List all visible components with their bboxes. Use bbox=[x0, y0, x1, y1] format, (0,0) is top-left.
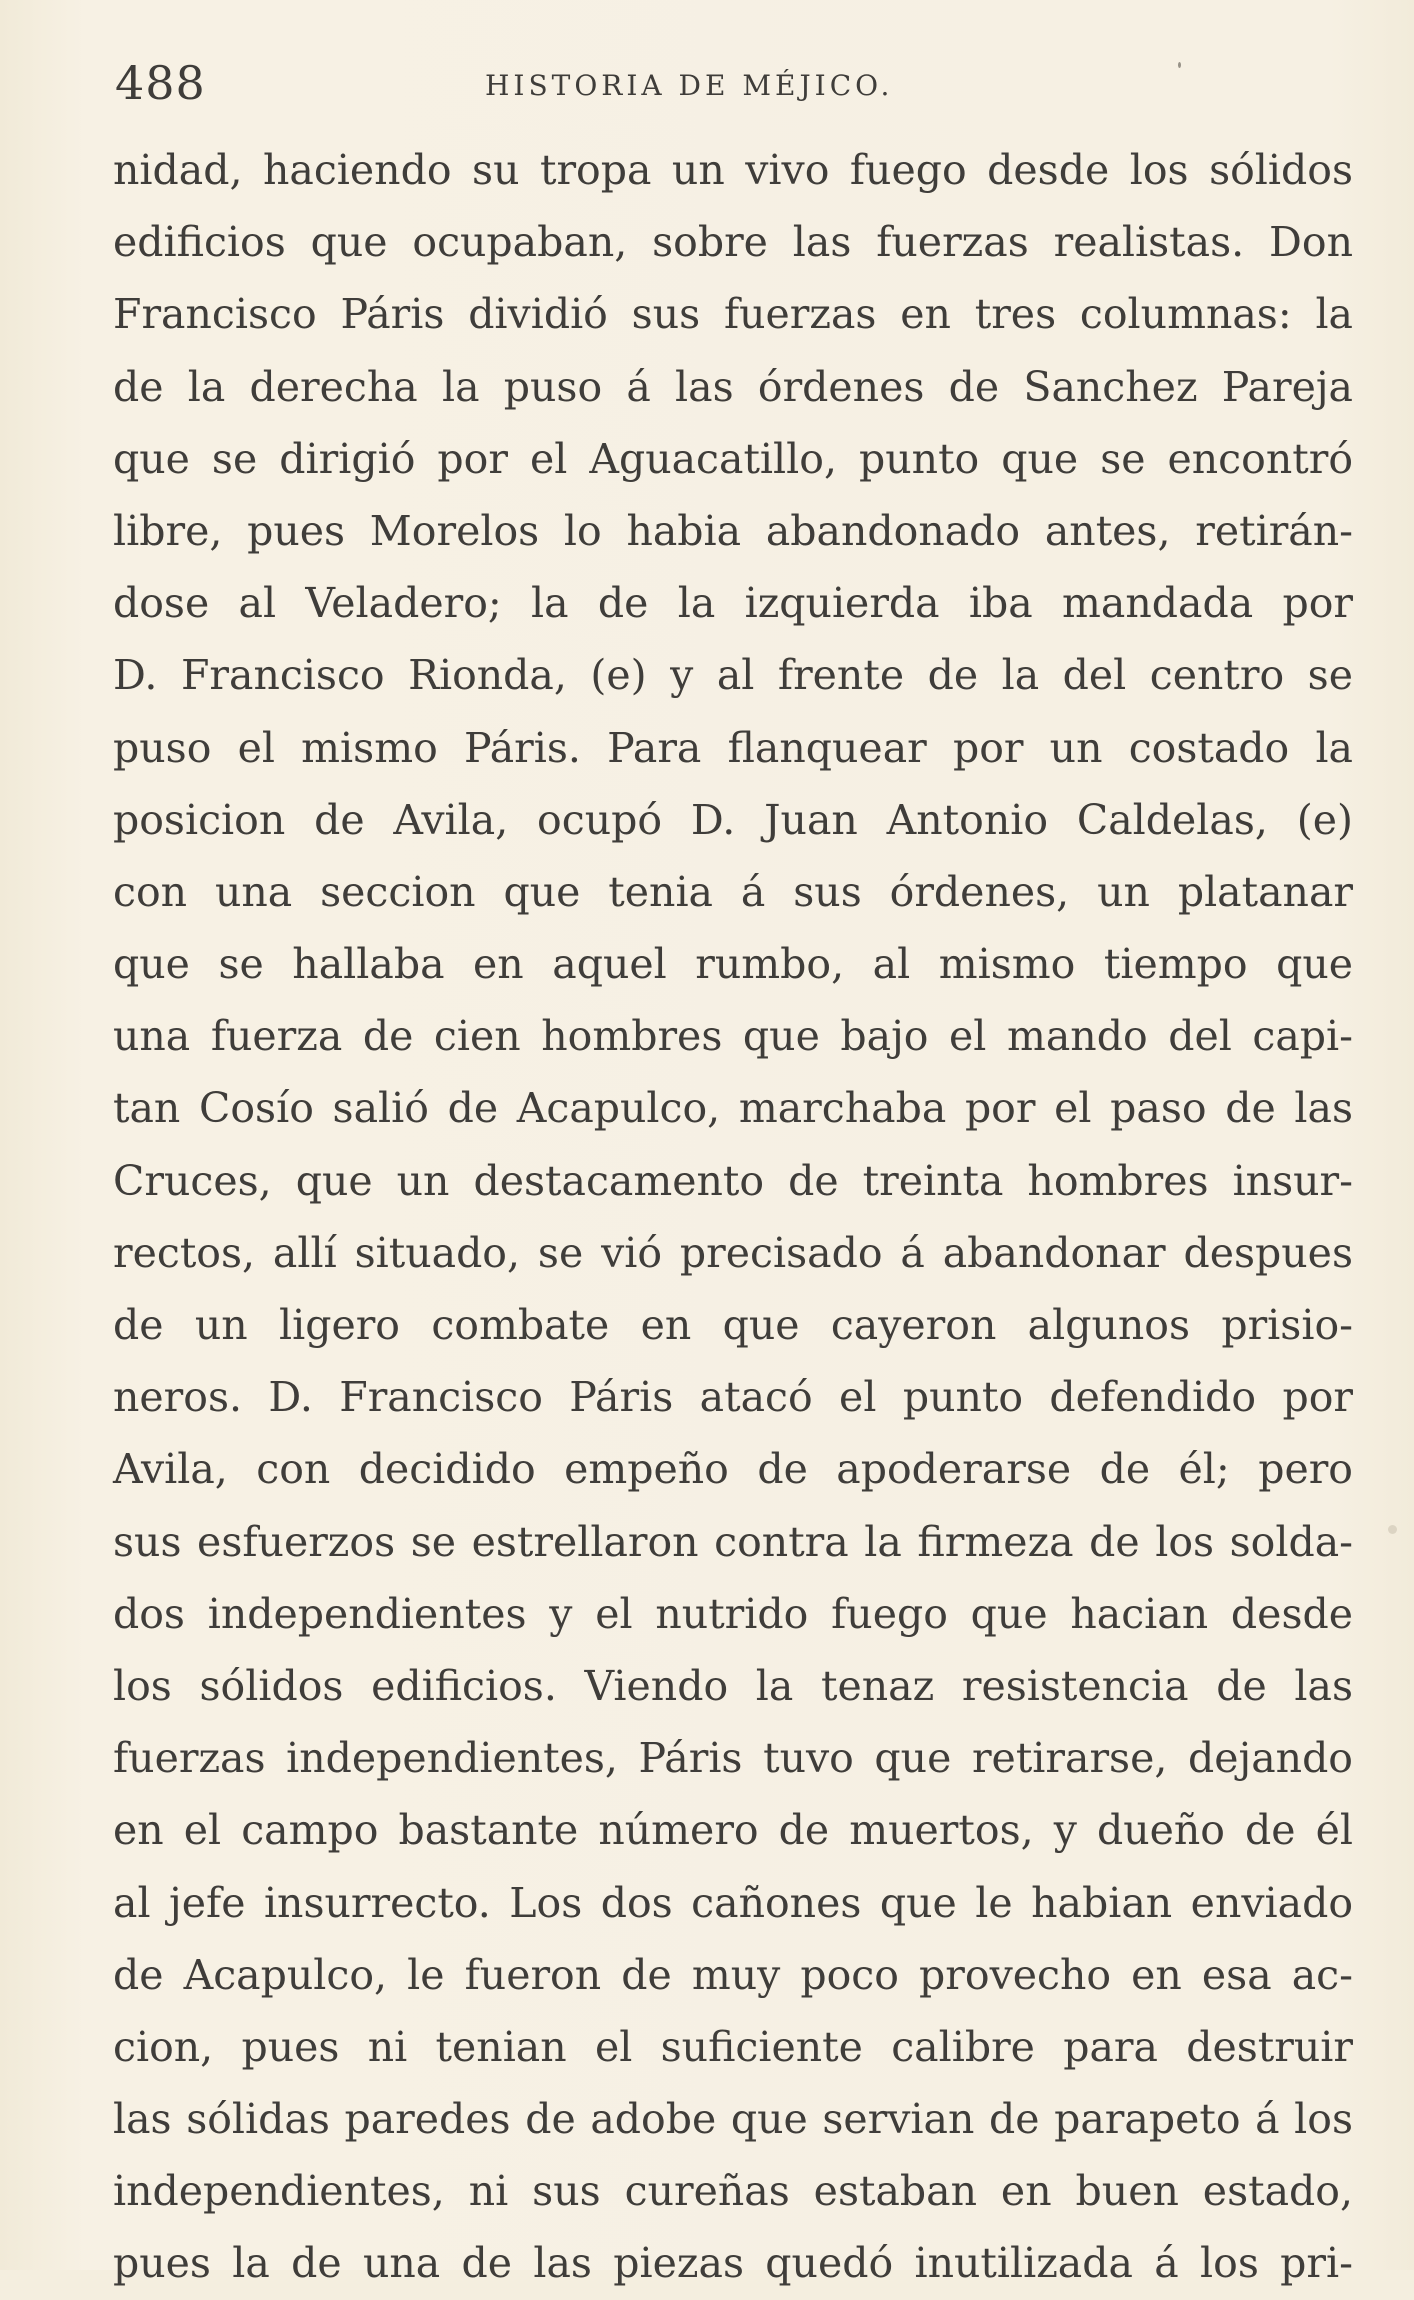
text-line: edificios que ocupaban, sobre las fuerzas realistas. Don bbox=[113, 218, 1353, 267]
running-title: HISTORIA DE MÉJICO. bbox=[485, 69, 894, 102]
body-text bbox=[113, 134, 1353, 2300]
text-line: cion, pues ni tenian el suficiente calibre para destruir bbox=[113, 2022, 1353, 2071]
text-line: sus esfuerzos se estrellaron contra la firmeza de los solda- bbox=[113, 1517, 1353, 1566]
text-line: Avila, con decidido empeño de apoderarse de él; pero bbox=[113, 1445, 1353, 1494]
text-line: Francisco Páris dividió sus fuerzas en tres columnas: la bbox=[113, 290, 1353, 339]
paper-blemish bbox=[1388, 1525, 1397, 1534]
text-line: los sólidos edificios. Viendo la tenaz resistencia de las bbox=[113, 1661, 1353, 1710]
text-line: con una seccion que tenia á sus órdenes, un platanar bbox=[113, 867, 1353, 916]
text-line: rectos, allí situado, se vió precisado á abandonar despues bbox=[113, 1228, 1353, 1277]
text-line: de un ligero combate en que cayeron algunos prisio- bbox=[113, 1301, 1353, 1349]
text-line: puso el mismo Páris. Para flanquear por un costado la bbox=[113, 723, 1353, 772]
text-line: D. Francisco Rionda, (e) y al frente de la del centro se bbox=[113, 651, 1353, 700]
text-line: pues la de una de las piezas quedó inutilizada á los pri- bbox=[113, 2239, 1353, 2288]
text-line: de Acapulco, le fueron de muy poco provecho en esa ac- bbox=[113, 1950, 1353, 1999]
running-head bbox=[115, 48, 1350, 118]
text-line: dose al Veladero; la de la izquierda iba mandada por bbox=[113, 579, 1353, 628]
text-line: neros. D. Francisco Páris atacó el punto defendido por bbox=[113, 1373, 1353, 1422]
text-line: fuerzas independientes, Páris tuvo que retirarse, dejando bbox=[113, 1734, 1353, 1783]
text-line: posicion de Avila, ocupó D. Juan Antonio Caldelas, (e) bbox=[113, 795, 1353, 844]
text-line: tan Cosío salió de Acapulco, marchaba por el paso de las bbox=[113, 1084, 1353, 1133]
page-number: 488 bbox=[115, 56, 206, 110]
text-line: las sólidas paredes de adobe que servian de parapeto á los bbox=[113, 2095, 1353, 2144]
text-line: dos independientes y el nutrido fuego que hacian desde bbox=[113, 1589, 1353, 1638]
text-line: Cruces, que un destacamento de treinta hombres insur- bbox=[113, 1156, 1353, 1205]
text-line: que se hallaba en aquel rumbo, al mismo tiempo que bbox=[113, 940, 1353, 989]
text-line: una fuerza de cien hombres que bajo el mando del capi- bbox=[113, 1012, 1353, 1061]
text-line: de la derecha la puso á las órdenes de Sanchez Pareja bbox=[113, 362, 1353, 411]
text-line: en el campo bastante número de muertos, y dueño de él bbox=[113, 1806, 1353, 1855]
print-speck bbox=[1178, 62, 1181, 68]
text-line: nidad, haciendo su tropa un vivo fuego desde los sólidos bbox=[113, 146, 1353, 194]
text-line: independientes, ni sus cureñas estaban en buen estado, bbox=[113, 2167, 1353, 2216]
text-line: al jefe insurrecto. Los dos cañones que le habian enviado bbox=[113, 1878, 1353, 1927]
text-line: que se dirigió por el Aguacatillo, punto que se encontró bbox=[113, 434, 1353, 483]
text-line: libre, pues Morelos lo habia abandonado antes, retirán- bbox=[113, 506, 1353, 555]
